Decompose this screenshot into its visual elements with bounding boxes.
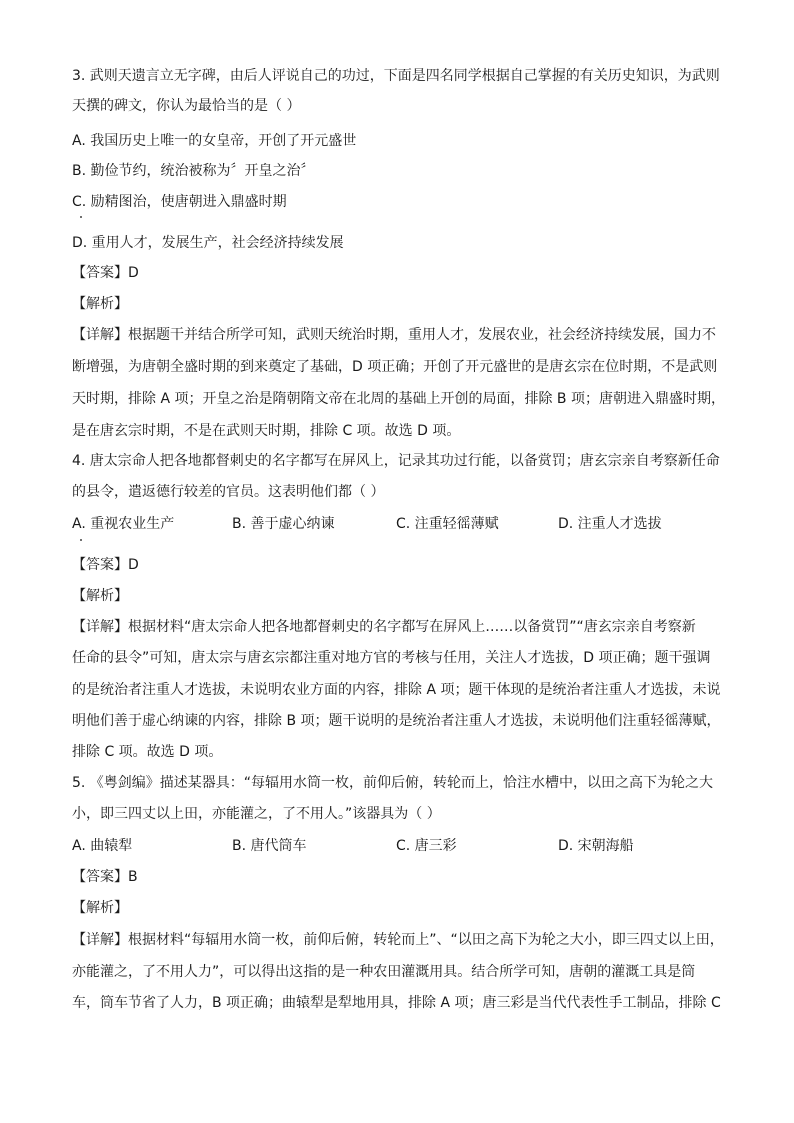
q4-option-a: A. 重视农业生产 [72,516,175,532]
q5-answer: 【答案】B [72,869,138,885]
q4-stem-line-1: 4. 唐太宗命人把各地都督刺史的名字都写在屏风上，记录其功过行能，以备赏罚；唐玄宗亲自考察新任命 [72,453,720,469]
q5-option-a: A. 曲辕犁 [72,838,133,854]
q4-detail-line-3: 的是统治者注重人才选拔，未说明农业方面的内容，排除 A 项；题干体现的是统治者注重人才选拔，未说 [72,682,721,698]
q3-analysis-label: 【解析】 [72,296,128,312]
q5-detail-line-1: 【详解】根据材料“每辐用水筒一枚，前仰后俯，转轮而上”、“以田之高下为轮之大小，即三四丈以上田， [72,932,724,948]
q3-stem-line-1: 3. 武则天遗言立无字碑，由后人评说自己的功过，下面是四名同学根据自己掌握的有关历史知识，为武则 [72,68,720,84]
q4-detail-line-5: 排除 C 项。故选 D 项。 [72,744,223,760]
q5-option-b: B. 唐代筒车 [232,838,307,854]
q4-analysis-label: 【解析】 [72,588,128,604]
stray-mark [80,539,82,541]
q3-answer: 【答案】D [72,265,139,281]
q5-option-c: C. 唐三彩 [396,838,457,854]
q5-option-d: D. 宋朝海船 [558,838,634,854]
q4-detail-line-4: 明他们善于虚心纳谏的内容，排除 B 项；题干说明的是统治者注重人才选拔，未说明他们注重轻徭薄赋， [72,713,721,729]
q4-detail-line-2: 任命的县令”可知，唐太宗与唐玄宗都注重对地方官的考核与任用，关注人才选拔，D 项正确；题干强调 [72,650,711,666]
q3-stem-line-2: 天撰的碑文，你认为最恰当的是（ ） [72,98,301,114]
q3-detail-line-4: 是在唐玄宗时期，不是在武则天时期，排除 C 项。故选 D 项。 [72,423,461,439]
q3-option-d: D. 重用人才，发展生产，社会经济持续发展 [72,235,344,251]
q4-option-c: C. 注重轻徭薄赋 [396,516,499,532]
q5-stem-line-1: 5. 《粤剑编》描述某器具：“每辐用水筒一枚，前仰后俯，转轮而上，恰注水槽中，以田之高下为轮之大 [72,775,714,791]
q5-analysis-label: 【解析】 [72,900,128,916]
q3-detail-line-1: 【详解】根据题干并结合所学可知，武则天统治时期，重用人才，发展农业，社会经济持续发展，国力不 [72,327,716,343]
q4-stem-line-2: 的县令，遣返德行较差的官员。这表明他们都（ ） [72,484,385,500]
q4-option-b: B. 善于虚心纳谏 [232,516,335,532]
q5-detail-line-3: 车，筒车节省了人力，B 项正确；曲辕犁是犁地用具，排除 A 项；唐三彩是当代代表性手工制品，排除 C [72,995,721,1011]
q3-detail-line-3: 天时期，排除 A 项；开皇之治是隋朝隋文帝在北周的基础上开创的局面，排除 B 项；唐朝进入鼎盛时期， [72,391,725,407]
q5-stem-line-2: 小，即三四丈以上田，亦能灌之，了不用人。”该器具为（ ） [72,806,441,822]
q3-option-c: C. 励精图治，使唐朝进入鼎盛时期 [72,194,287,210]
q4-detail-line-1: 【详解】根据材料“唐太宗命人把各地都督刺史的名字都写在屏风上……以备赏罚”“唐玄宗亲自考察新 [72,619,696,635]
q3-option-a: A. 我国历史上唯一的女皇帝，开创了开元盛世 [72,133,357,149]
q4-answer: 【答案】D [72,557,139,573]
q3-option-b: B. 勤俭节约，统治被称为〞开皇之治〞 [72,163,315,179]
stray-mark [80,216,82,218]
q5-detail-line-2: 亦能灌之，了不用人力”，可以得出这指的是一种农田灌溉用具。结合所学可知，唐朝的灌溉工具是筒 [72,964,696,980]
q3-detail-line-2: 断增强，为唐朝全盛时期的到来奠定了基础，D 项正确；开创了开元盛世的是唐玄宗在位时期，不是武则 [72,359,718,375]
q4-option-d: D. 注重人才选拔 [558,516,662,532]
